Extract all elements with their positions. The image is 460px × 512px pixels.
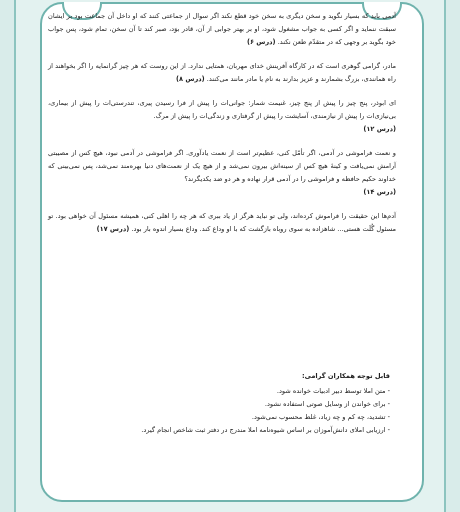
paragraph-1-text: آدمی باید که بسیار نگوید و سخن دیگری به سخن خود قطع نکند اگر سوال از جماعتی کنند که او داخل آن جماعت بود بر ایشان سبقت ننماید و اگر کسی به جواب مشغول شود، او بر بهتر جوابی از آن، قادر بوَد، صبر کند تا آن سخن، تمام شود، پس جواب خود بگوید بر وجهی که در متقدّم طعن نکند. [48,12,396,46]
note-item-4: - ارزیابی املای دانش‌آموزان بر اساس شیوه‌نامه املا مندرج در دفتر ثبت شاخص انجام گیرد. [141,426,390,434]
paragraph-3-lesson: (درس ۱۲) [363,125,396,133]
paragraph-2 [48,60,396,86]
paragraph-4-lesson: (درس ۱۴) [363,188,396,196]
paragraph-5-text: آدم‌ها این حقیقت را فراموش کرده‌اند، ولی تو نباید هرگز از یاد ببری که هر چه را اهلی کنی، همیشه مسئول آن خواهی بود. تو مسئول گُلَت هستی... شاهزاده به سوی روباه بازگشت که با او وداع کند. وداع بسیار اندوه بار بود. [48,212,396,233]
paragraph-3-text: ای ابوذر، پنج چیز را پیش از پنج چیز، غنیمت شمار: جوانی‌ات را پیش از فرا رسیدن پیری، تندرستی‌ات را پیش از بیماری، بی‌نیازی‌ات را پیش از نیازمندی، آسایشت را پیش از گرفتاری و زندگی‌ات را پیش از مرگ. [48,99,396,120]
paragraph-2-text: مادر، گرامی گوهری است که در کارگاه آفرینش خدای مهربان، همتایی ندارد. از این روست که هر چیز گرانمایه را اگر بخواهند از راه همانندی، بزرگ بشمارند و عزیز بدارند به نام یا مادر مانند می‌کنند. [48,62,396,83]
notes-title: قابل توجه همکاران گرامی: [302,372,390,380]
paragraph-1 [48,10,396,49]
teacher-notes [100,370,390,437]
paragraph-4 [48,147,396,186]
paragraph-2-lesson: (درس ۸) [176,75,205,83]
note-item-1: - متن املا توسط دبیر ادبیات خوانده شود. [276,387,390,395]
paragraph-3 [48,97,396,123]
paragraph-5-lesson: (درس ۱۷) [96,225,130,233]
note-item-3: - تشدید، چه کم و چه زیاد، غلط محسوب نمی‌شود. [251,413,390,421]
paragraph-5 [48,210,396,236]
paragraph-4-text: و نعمت فراموشی در آدمی، اگر تأمّل کنی، عظیم‌تر است از نعمت یادآوری. اگر فراموشی در آدمی نبود، هیچ کس از مصیبتی آرامش نمی‌یافت و کینهٔ هیچ کس از سینه‌اش بیرون نمی‌شد و از هیچ یک از نعمت‌های دنیا بهره‌مند نمی‌شد، پس نمی‌بینی که خداوند حکیم حافظه و فراموشی را در آدمی قرار نهاده و هر دو ضد یکدیگرند؟ [48,149,396,183]
note-item-2: - برای خواندن از وسایل صوتی استفاده نشود. [264,400,390,408]
paragraph-1-lesson: (درس ۶) [246,38,276,46]
dictation-text [48,10,396,247]
